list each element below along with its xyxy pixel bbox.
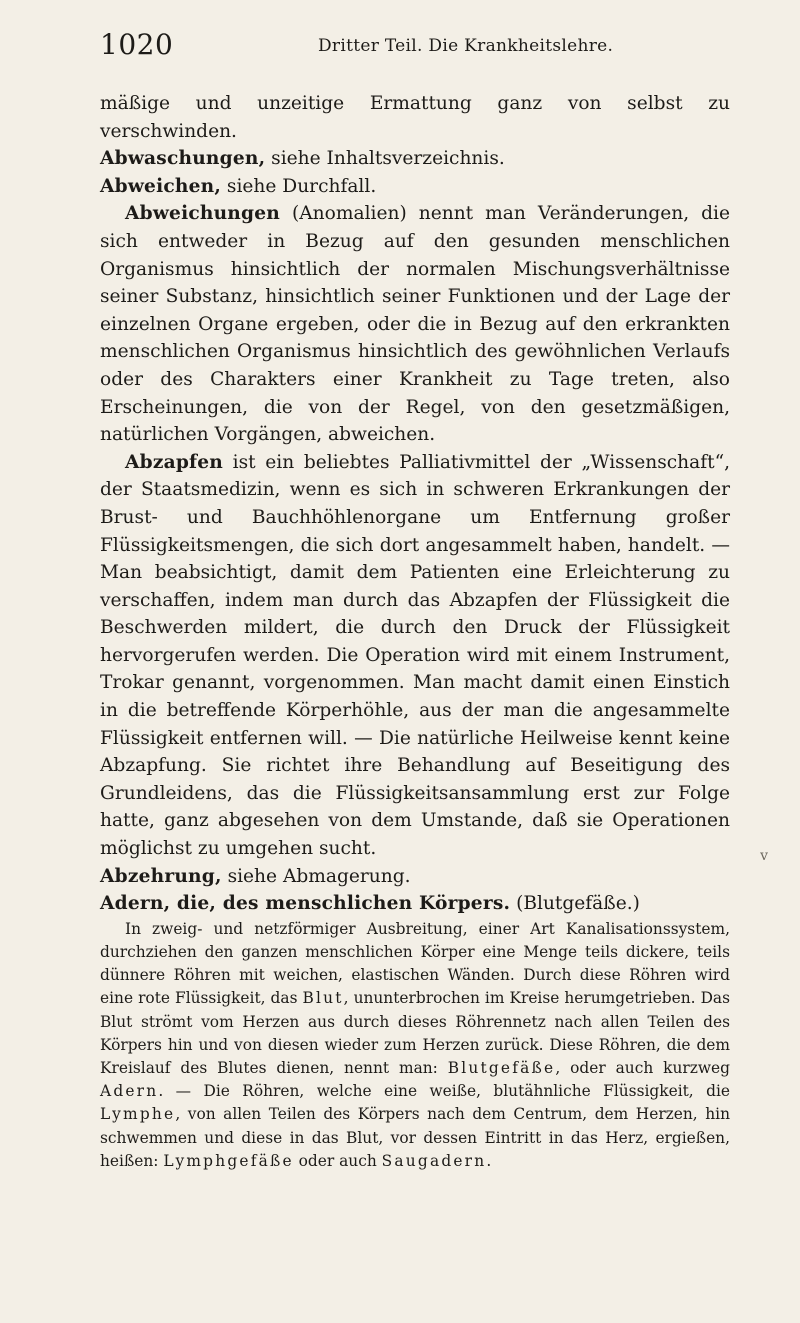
entry-text: siehe Inhaltsverzeichnis. bbox=[265, 148, 505, 170]
running-head bbox=[100, 28, 730, 72]
text-segment: , ununterbrochen im Kreise herumgetrieben. Das Blut strömt vom Herzen aus durch dieses Röhrennetz nach allen Teilen des Körpers hin und von diesen wieder zum Herzen zurück. Diese Röhren, die dem Kreislauf des Blutes dienen, nennt man: bbox=[100, 989, 730, 1078]
term-lymphgefaesse: Lymphgefäße bbox=[163, 1151, 294, 1170]
term-saugadern: Saugadern bbox=[381, 1151, 487, 1170]
entry-text: ist ein beliebtes Palliativmittel der „Wissenschaft“, der Staatsmedizin, wenn es sich in schweren Erkrankungen der Brust- und Bauchhöhlenorgane um Entfernung großer Flüssigkeitsmengen, die sich dort angesammelt haben, handelt. — Man beabsichtigt, damit dem Patienten eine Erleichterung zu verschaffen, indem man durch das Abzapfen der Flüssigkeit die Beschwerden mildert, die durch den Druck der Flüssigkeit hervorgerufen werden. Die Operation wird mit einem Instrument, Trokar genannt, vorgenommen. Man macht damit einen Einstich in die betreffende Körperhöhle, aus der man die angesammelte Flüssigkeit entfernen will. — Die natürliche Heilweise kennt keine Abzapfung. Sie richtet ihre Behandlung auf Beseitigung des Grundleidens, das die Flüssigkeitsansammlung erst zur Folge hatte, ganz abgesehen von dem Umstande, daß sie Operationen möglichst zu umgehen sucht. bbox=[100, 451, 730, 860]
entry-abzapfen bbox=[100, 449, 730, 863]
term-blut: Blut bbox=[302, 989, 344, 1008]
text-segment: oder auch bbox=[293, 1151, 382, 1170]
term-blutgefaesse: Blutgefäße bbox=[447, 1059, 556, 1078]
text-segment: , von allen Teilen des Körpers nach dem Centrum, dem Herzen, hin schwemmen und diese in das Blut, vor dessen Eintritt in das Herz, ergießen, heißen: bbox=[100, 1105, 730, 1170]
headword: Abwaschungen, bbox=[100, 148, 266, 170]
text-segment: . bbox=[486, 1151, 492, 1170]
headword: Abweichungen bbox=[125, 203, 280, 225]
text-segment: , oder auch kurzweg bbox=[555, 1059, 730, 1078]
text-segment: . — Die Röhren, welche eine weiße, blutähnliche Flüssigkeit, die bbox=[158, 1082, 730, 1101]
term-lymphe: Lymphe bbox=[100, 1105, 176, 1124]
continuation-paragraph: mäßige und unzeitige Ermattung ganz von selbst zu verschwinden. bbox=[100, 93, 730, 142]
entry-abweichungen bbox=[100, 200, 730, 448]
entry-text: (Anomalien) nennt man Veränderungen, die sich entweder in Bezug auf den gesunden menschlichen Organismus hinsichtlich der normalen Mischungsverhältnisse seiner Substanz, hinsichtlich seiner Funktionen und der Lage der einzelnen Organe ergeben, oder die in Bezug auf den erkrankten menschlichen Organismus hinsichtlich des gewöhnlichen Verlaufs oder des Charakters einer Krankheit zu Tage treten, also Erscheinungen, die von der Regel, von den gesetzmäßigen, natürlichen Vorgängen, abweichen. bbox=[100, 203, 730, 446]
headword: Abzapfen bbox=[125, 451, 223, 473]
entry-text: (Blutgefäße.) bbox=[510, 893, 640, 915]
running-title: Dritter Teil. Die Krankheitslehre. bbox=[318, 36, 614, 56]
headword: Abzehrung, bbox=[100, 865, 222, 887]
term-adern: Adern bbox=[100, 1082, 159, 1101]
entry-text: siehe Abmagerung. bbox=[221, 865, 411, 887]
entry-abzehrung bbox=[100, 863, 730, 891]
entry-text: siehe Durchfall. bbox=[221, 175, 377, 197]
body-text bbox=[100, 90, 730, 1173]
entry-adern bbox=[100, 890, 730, 918]
margin-mark: v bbox=[760, 848, 768, 864]
page-number: 1020 bbox=[100, 28, 174, 61]
text-segment: In zweig- und netzförmiger Ausbreitung, einer Art Kanalisationssystem, durchziehen den ganzen menschlichen Körper eine Menge teils dickere, teils dünnere Röhren mit weichen, elastischen Wänden. Durch diese Röhren wird eine rote Flüssigkeit, das bbox=[100, 919, 730, 1008]
headword: Adern, die, des menschlichen Körpers. bbox=[100, 893, 511, 915]
headword: Abweichen, bbox=[100, 175, 221, 197]
adern-small-paragraph bbox=[100, 918, 730, 1173]
entry-abwaschungen bbox=[100, 145, 730, 173]
entry-abweichen bbox=[100, 173, 730, 201]
